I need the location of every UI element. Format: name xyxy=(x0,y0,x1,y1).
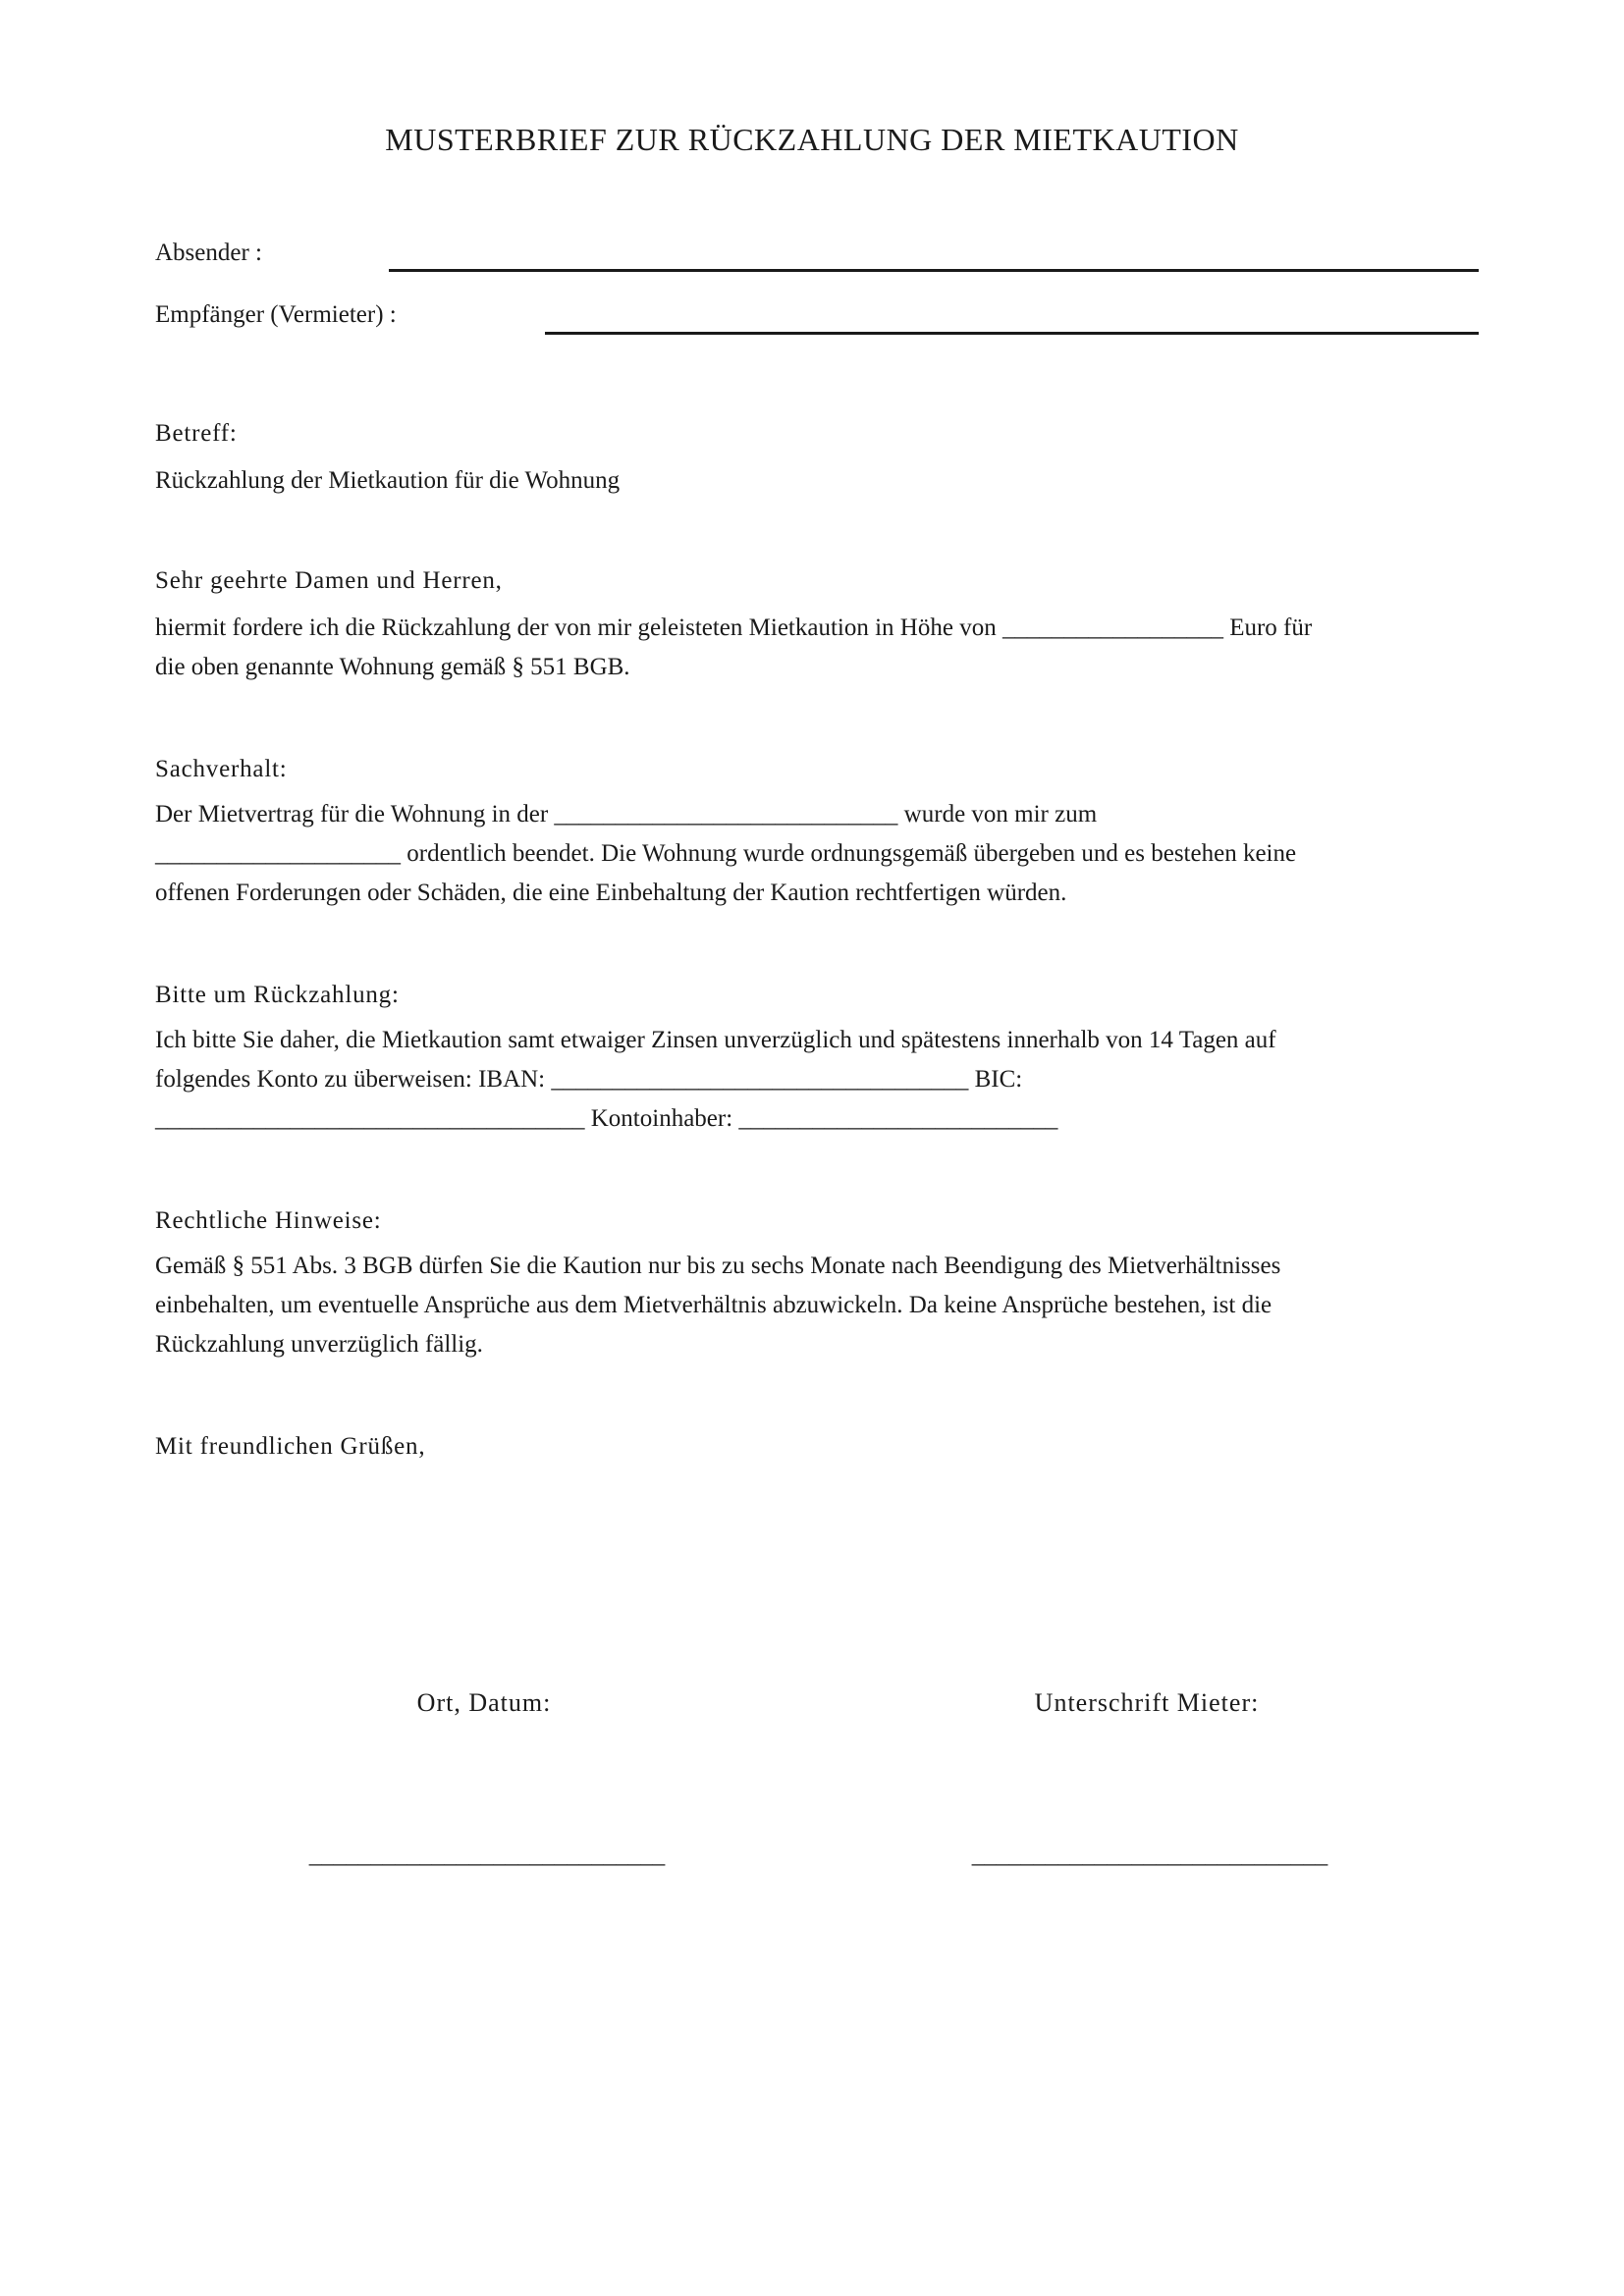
place-date-line[interactable]: _____________________________ xyxy=(308,1842,666,1868)
request-heading: Bitte um Rückzahlung: xyxy=(155,982,400,1008)
facts-line: Der Mietvertrag für die Wohnung in der ____________________________ wurde von mir zum xyxy=(155,801,1098,828)
legal-line: einbehalten, um eventuelle Ansprüche aus dem Mietverhältnis abzuwickeln. Da keine Ansprüche bestehen, ist die xyxy=(155,1292,1272,1318)
greeting-line: die oben genannte Wohnung gemäß § 551 BGB. xyxy=(155,654,630,680)
legal-line: Gemäß § 551 Abs. 3 BGB dürfen Sie die Kaution nur bis zu sechs Monate nach Beendigung des Mietverhältnisses xyxy=(155,1253,1281,1279)
place-date-label: Ort, Datum: xyxy=(416,1688,552,1717)
sender-label: Absender : xyxy=(155,240,262,266)
facts-heading: Sachverhalt: xyxy=(155,756,288,782)
page-title: MUSTERBRIEF ZUR RÜCKZAHLUNG DER MIETKAUTION xyxy=(385,122,1239,157)
tenant-signature-line[interactable]: _____________________________ xyxy=(971,1842,1328,1868)
recipient-label: Empfänger (Vermieter) : xyxy=(155,301,397,328)
request-line: folgendes Konto zu überweisen: IBAN: __________________________________ BIC: xyxy=(155,1066,1023,1093)
subject-text: Rückzahlung der Mietkaution für die Wohnung xyxy=(155,467,621,494)
sender-line[interactable] xyxy=(389,269,1479,272)
salutation: Sehr geehrte Damen und Herren, xyxy=(155,567,503,594)
legal-line: Rückzahlung unverzüglich fällig. xyxy=(155,1331,483,1358)
recipient-line[interactable] xyxy=(545,332,1479,335)
request-line: Ich bitte Sie daher, die Mietkaution samt etwaiger Zinsen unverzüglich und spätestens innerhalb von 14 Tagen auf xyxy=(155,1027,1276,1053)
tenant-signature-label: Unterschrift Mieter: xyxy=(1034,1688,1260,1717)
request-line: ___________________________________ Kontoinhaber: __________________________ xyxy=(155,1105,1058,1132)
subject-heading: Betreff: xyxy=(155,420,238,447)
closing: Mit freundlichen Grüßen, xyxy=(155,1433,426,1460)
facts-line: offenen Forderungen oder Schäden, die eine Einbehaltung der Kaution rechtfertigen würden. xyxy=(155,880,1067,906)
facts-line: ____________________ ordentlich beendet. Die Wohnung wurde ordnungsgemäß übergeben und es bestehen keine xyxy=(155,840,1297,867)
greeting-line: hiermit fordere ich die Rückzahlung der von mir geleisteten Mietkaution in Höhe von __________________ Euro für xyxy=(155,614,1313,641)
legal-heading: Rechtliche Hinweise: xyxy=(155,1207,382,1234)
